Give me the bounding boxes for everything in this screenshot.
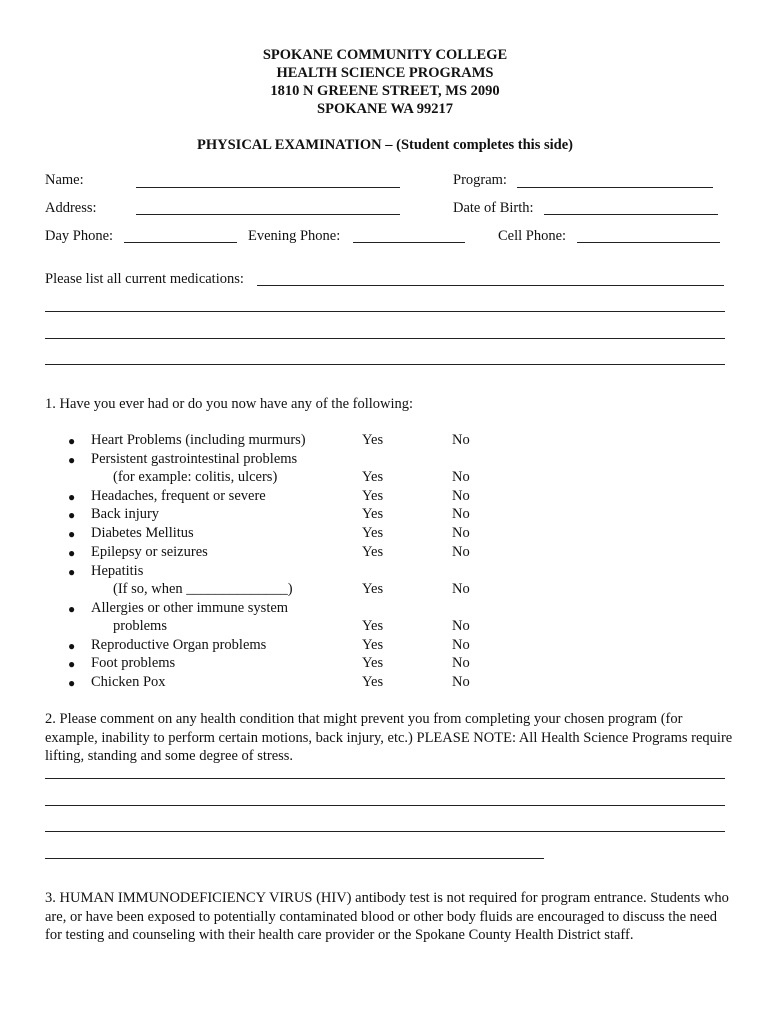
q1-item-no[interactable]: No xyxy=(452,525,470,541)
q1-item-no[interactable]: No xyxy=(452,618,470,634)
bullet-icon: ● xyxy=(68,676,76,690)
q1-item-yes[interactable]: Yes xyxy=(362,581,384,597)
q1-item-yes[interactable]: Yes xyxy=(362,674,384,690)
day-phone-label: Day Phone: xyxy=(45,228,114,244)
q1-item-no[interactable]: No xyxy=(452,674,470,690)
street-address: 1810 N GREENE STREET, MS 2090 xyxy=(270,83,500,99)
q1-item-label: Allergies or other immune system xyxy=(91,600,289,616)
q1-item-label: Hepatitis xyxy=(91,563,144,579)
q1-item-no[interactable]: No xyxy=(452,637,470,653)
bullet-icon: ● xyxy=(68,657,76,671)
q2-text: 2. Please comment on any health condition that might prevent you from completing your chosen program (for example, inability to perform certain motions, back injury, etc.) PLEASE NOTE: All Health Science Programs require lifting, standing and some degree of stress. xyxy=(45,711,733,764)
q1-item-yes[interactable]: Yes xyxy=(362,432,384,448)
college-name: SPOKANE COMMUNITY COLLEGE xyxy=(262,47,508,63)
q1-item-no[interactable]: No xyxy=(452,544,470,560)
evening-phone-field[interactable] xyxy=(353,242,465,243)
q2-answer-line-2[interactable] xyxy=(45,805,725,806)
bullet-icon: ● xyxy=(68,546,76,560)
bullet-icon: ● xyxy=(68,508,76,522)
q1-item-label: Foot problems xyxy=(91,655,176,671)
department-name: HEALTH SCIENCE PROGRAMS xyxy=(276,65,494,81)
q1-item-yes[interactable]: Yes xyxy=(362,525,384,541)
q2-answer-line-3[interactable] xyxy=(45,831,725,832)
q1-item-label: Epilepsy or seizures xyxy=(91,544,208,560)
address-label: Address: xyxy=(45,200,97,216)
medications-field-1[interactable] xyxy=(257,285,724,286)
q1-item-yes[interactable]: Yes xyxy=(362,637,384,653)
q2-answer-line-4[interactable] xyxy=(45,858,544,859)
q1-item-label: Reproductive Organ problems xyxy=(91,637,267,653)
bullet-icon: ● xyxy=(68,565,76,579)
q1-item-sub: problems xyxy=(113,618,167,634)
q1-item-no[interactable]: No xyxy=(452,432,470,448)
q1-item-yes[interactable]: Yes xyxy=(362,618,384,634)
q3-text: 3. HUMAN IMMUNODEFICIENCY VIRUS (HIV) antibody test is not required for program entrance. Students who are, or have been exposed to potentially contaminated blood or other body fluids are encouraged to discuss the need for testing and counseling with their health care provider or the Spokane County Health District staff. xyxy=(45,890,729,943)
name-label: Name: xyxy=(45,172,84,188)
cell-phone-label: Cell Phone: xyxy=(498,228,567,244)
q1-item-sub: (If so, when ______________) xyxy=(113,581,293,597)
q1-item-yes[interactable]: Yes xyxy=(362,488,384,504)
q2-answer-line-1[interactable] xyxy=(45,778,725,779)
q1-item-sub: (for example: colitis, ulcers) xyxy=(113,469,278,485)
evening-phone-label: Evening Phone: xyxy=(248,228,341,244)
q1-item-label: Back injury xyxy=(91,506,160,522)
q1-item-label: Diabetes Mellitus xyxy=(91,525,194,541)
medications-field-2[interactable] xyxy=(45,311,725,312)
q1-item-no[interactable]: No xyxy=(452,488,470,504)
q1-item-no[interactable]: No xyxy=(452,581,470,597)
medications-field-4[interactable] xyxy=(45,364,725,365)
bullet-icon: ● xyxy=(68,527,76,541)
address-field[interactable] xyxy=(136,214,400,215)
q1-item-no[interactable]: No xyxy=(452,506,470,522)
program-field[interactable] xyxy=(517,187,713,188)
bullet-icon: ● xyxy=(68,434,76,448)
q1-item-yes[interactable]: Yes xyxy=(362,469,384,485)
q1-prompt: 1. Have you ever had or do you now have any of the following: xyxy=(45,396,414,412)
medications-label: Please list all current medications: xyxy=(45,271,244,287)
bullet-icon: ● xyxy=(68,602,76,616)
city-address: SPOKANE WA 99217 xyxy=(317,101,453,117)
q1-item-no[interactable]: No xyxy=(452,655,470,671)
q1-item-no[interactable]: No xyxy=(452,469,470,485)
dob-label: Date of Birth: xyxy=(453,200,534,216)
q1-item-label: Heart Problems (including murmurs) xyxy=(91,432,306,448)
program-label: Program: xyxy=(453,172,507,188)
day-phone-field[interactable] xyxy=(124,242,237,243)
form-title: PHYSICAL EXAMINATION – (Student completes this side) xyxy=(197,137,573,153)
medications-field-3[interactable] xyxy=(45,338,725,339)
bullet-icon: ● xyxy=(68,453,76,467)
q1-item-yes[interactable]: Yes xyxy=(362,506,384,522)
q1-item-label: Chicken Pox xyxy=(91,674,166,690)
bullet-icon: ● xyxy=(68,639,76,653)
q1-item-yes[interactable]: Yes xyxy=(362,655,384,671)
cell-phone-field[interactable] xyxy=(577,242,720,243)
q1-item-label: Persistent gastrointestinal problems xyxy=(91,451,298,467)
name-field[interactable] xyxy=(136,187,400,188)
q1-item-yes[interactable]: Yes xyxy=(362,544,384,560)
bullet-icon: ● xyxy=(68,490,76,504)
dob-field[interactable] xyxy=(544,214,718,215)
q1-item-label: Headaches, frequent or severe xyxy=(91,488,266,504)
